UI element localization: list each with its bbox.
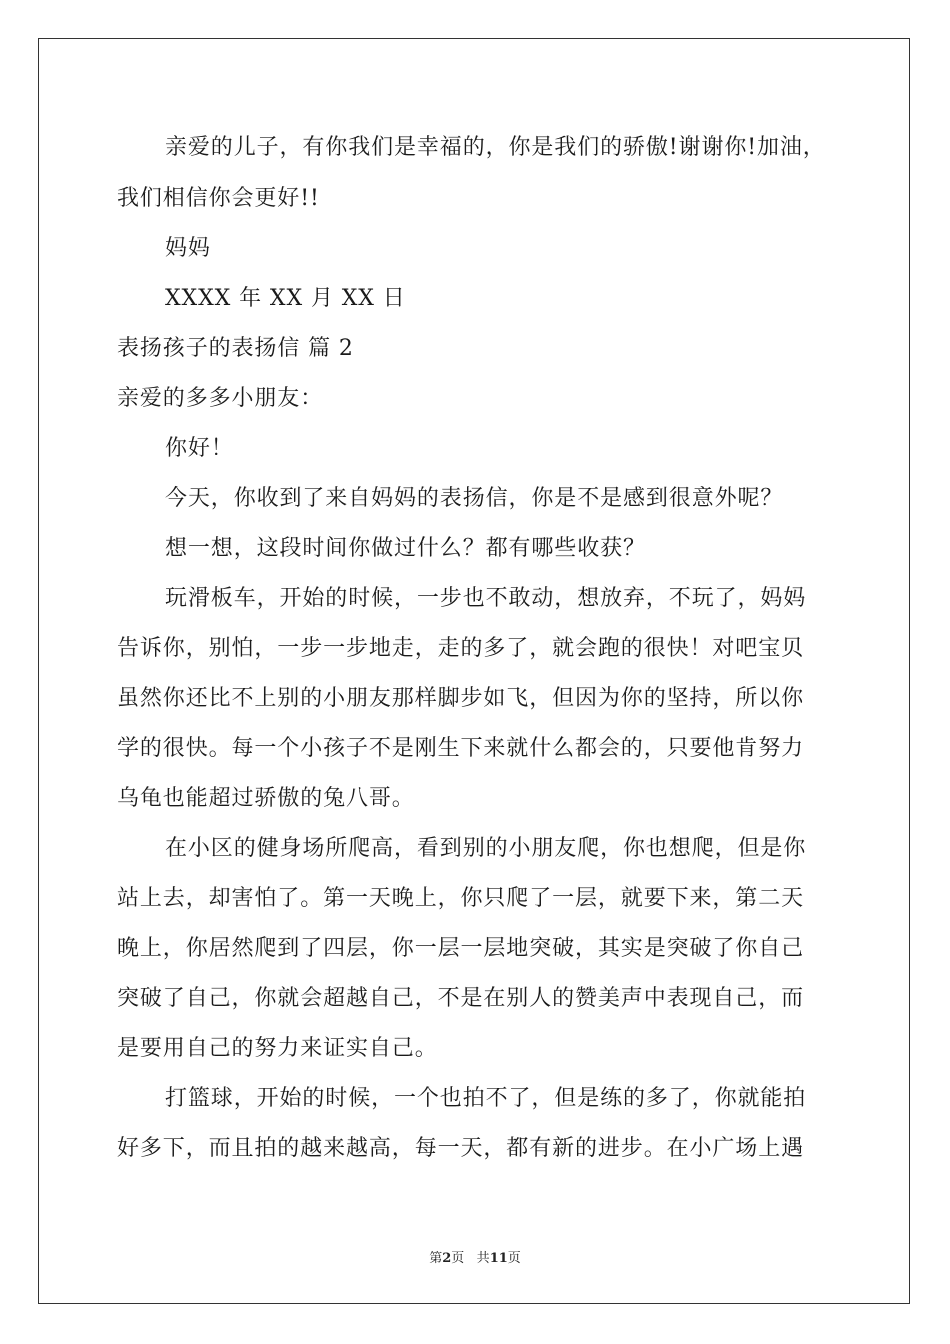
total-prefix: 共: [476, 1251, 490, 1266]
paragraph-line: 学的很快。每一个小孩子不是刚生下来就什么都会的，只要他肯努力: [117, 736, 805, 761]
paragraph-line: 今天，你收到了来自妈妈的表扬信，你是不是感到很意外呢？: [165, 486, 784, 511]
salutation: 亲爱的多多小朋友：: [117, 386, 324, 411]
page-prefix: 第: [429, 1251, 443, 1266]
greeting: 你好！: [165, 436, 234, 461]
signature-line: 妈妈: [165, 236, 211, 261]
paragraph-line: 是要用自己的努力来证实自己。: [117, 1036, 438, 1061]
paragraph-line: 玩滑板车，开始的时候，一步也不敢动，想放弃，不玩了，妈妈: [165, 586, 807, 611]
paragraph-line: 想一想，这段时间你做过什么？都有哪些收获？: [165, 536, 646, 561]
paragraph-line: 乌龟也能超过骄傲的兔八哥。: [117, 786, 415, 811]
paragraph-line: 晚上，你居然爬到了四层，你一层一层地突破，其实是突破了你自己: [117, 936, 805, 961]
paragraph-line: 打篮球，开始的时候，一个也拍不了，但是练的多了，你就能拍: [165, 1086, 807, 1111]
page-border: [38, 38, 910, 1304]
paragraph-line: 我们相信你会更好!!: [117, 186, 320, 211]
page-suffix: 页: [451, 1251, 465, 1266]
paragraph-line: 突破了自己，你就会超越自己，不是在别人的赞美声中表现自己，而: [117, 986, 805, 1011]
date-line: XXXX 年 XX 月 XX 日: [165, 286, 406, 311]
paragraph-line: 站上去，却害怕了。第一天晚上，你只爬了一层，就要下来，第二天: [117, 886, 805, 911]
paragraph-line: 告诉你，别怕，一步一步地走，走的多了，就会跑的很快！对吧宝贝: [117, 636, 805, 661]
paragraph-line: 好多下，而且拍的越来越高，每一天，都有新的进步。在小广场上遇: [117, 1136, 805, 1161]
paragraph-line: 在小区的健身场所爬高，看到别的小朋友爬，你也想爬，但是你: [165, 836, 807, 861]
paragraph-line: 虽然你还比不上别的小朋友那样脚步如飞，但因为你的坚持，所以你: [117, 686, 805, 711]
total-suffix: 页: [507, 1251, 521, 1266]
page-number: 2: [442, 1251, 452, 1266]
total-pages: 11: [489, 1251, 508, 1266]
section-heading: 表扬孩子的表扬信 篇 2: [117, 336, 354, 361]
paragraph-line: 亲爱的儿子，有你我们是幸福的，你是我们的骄傲!谢谢你!加油，: [165, 135, 826, 160]
page-footer: [0, 1247, 950, 1266]
